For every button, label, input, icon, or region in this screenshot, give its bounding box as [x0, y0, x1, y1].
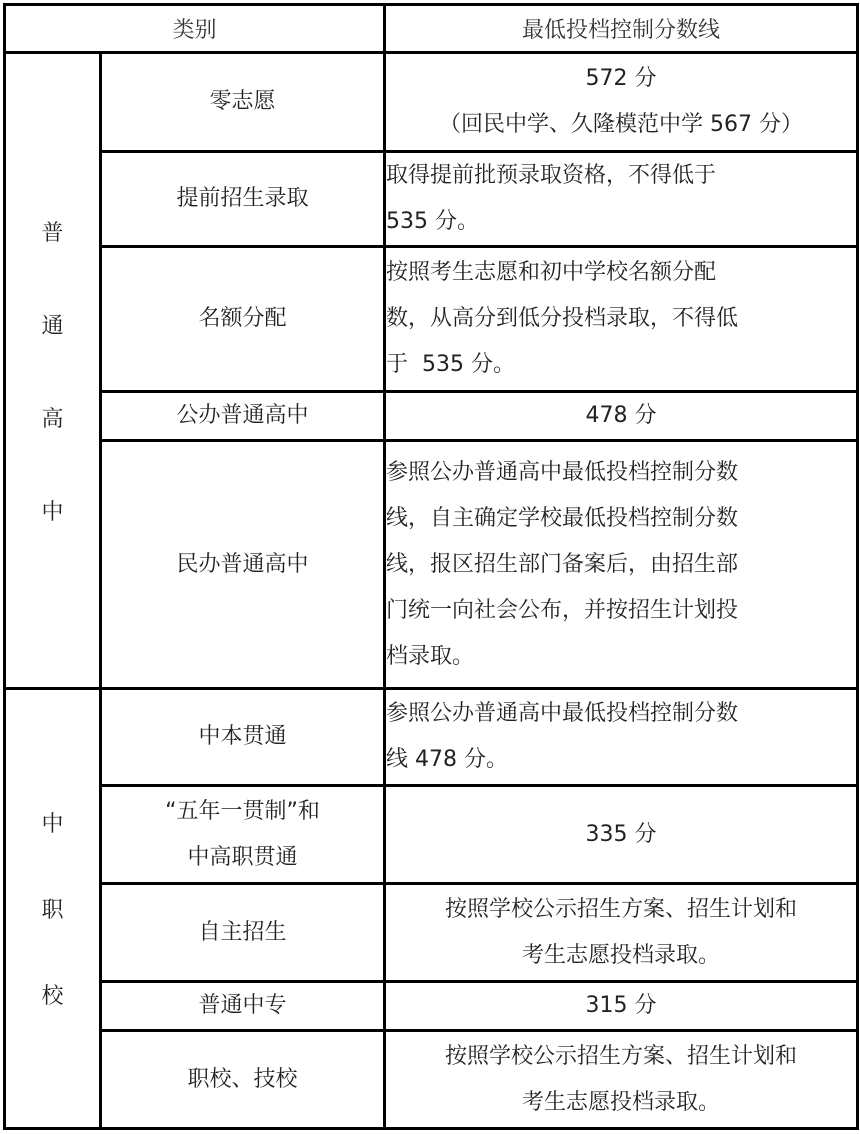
score-cell — [385, 441, 858, 689]
score-text: 按照学校公示招生方案、招生计划和 — [445, 896, 798, 922]
score-cell — [385, 689, 858, 786]
subcategory-cell — [101, 152, 385, 247]
subcategory-label: 提前招生录取 — [176, 186, 309, 211]
score-cell — [385, 786, 858, 884]
score-text: 参照公办普通高中最低投档控制分数 — [386, 701, 739, 726]
score-text: （回民中学、久隆模范中学 567 分） — [439, 112, 803, 137]
score-text: 门统一向社会公布，并按招生计划投 — [386, 597, 739, 623]
subcategory-label: 名额分配 — [198, 306, 287, 331]
score-text: 考生志愿投档录取。 — [522, 942, 721, 968]
score-text: 335 分 — [585, 821, 657, 847]
score-text: 按照学校公示招生方案、招生计划和 — [445, 1043, 798, 1069]
score-text: 参照公办普通高中最低投档控制分数 — [386, 459, 739, 485]
score-cell — [385, 247, 858, 392]
header-row — [5, 5, 858, 53]
score-cell — [385, 152, 858, 247]
table-row — [5, 53, 858, 152]
header-category: 类别 — [5, 5, 385, 53]
subcategory-cell — [101, 1031, 385, 1129]
score-cell — [385, 1031, 858, 1129]
subcategory-cell — [101, 247, 385, 392]
group-char: 职 — [41, 898, 64, 923]
subcategory-cell — [101, 786, 385, 884]
subcategory-cell — [101, 441, 385, 689]
group-char: 中 — [41, 812, 64, 837]
score-cell — [385, 53, 858, 152]
score-text: 考生志愿投档录取。 — [522, 1089, 721, 1115]
group-char: 普 — [41, 220, 64, 246]
score-text: 478 分 — [585, 403, 657, 428]
score-text: 535 分。 — [386, 209, 480, 234]
subcategory-label: 普通中专 — [198, 993, 287, 1018]
subcategory-label: “五年一贯制”和 — [165, 798, 320, 824]
score-cell — [385, 392, 858, 441]
subcategory-label: 民办普通高中 — [176, 551, 309, 577]
score-text: 取得提前批预录取资格，不得低于 — [386, 163, 717, 188]
subcategory-cell — [101, 982, 385, 1031]
table-row — [5, 441, 858, 689]
score-cell — [385, 884, 858, 982]
score-text: 于 535 分。 — [386, 352, 515, 377]
group-label-regular-high-school — [5, 53, 101, 689]
table-row — [5, 392, 858, 441]
header-min-score: 最低投档控制分数线 — [385, 5, 858, 53]
table-row — [5, 982, 858, 1031]
subcategory-label: 自主招生 — [198, 919, 287, 945]
table-row — [5, 689, 858, 786]
score-text: 线 478 分。 — [386, 747, 508, 772]
subcategory-cell — [101, 884, 385, 982]
table-row — [5, 152, 858, 247]
score-text: 线，自主确定学校最低投档控制分数 — [386, 505, 739, 531]
score-cell — [385, 982, 858, 1031]
group-char: 中 — [41, 499, 64, 525]
table-row — [5, 247, 858, 392]
score-text: 线，报区招生部门备案后，由招生部 — [386, 551, 739, 577]
admission-score-table — [3, 3, 859, 1130]
score-text: 315 分 — [585, 993, 657, 1018]
subcategory-label: 中本贯通 — [198, 724, 287, 749]
subcategory-label: 中高职贯通 — [187, 844, 298, 870]
subcategory-label: 公办普通高中 — [176, 403, 309, 428]
group-label-vocational-school — [5, 689, 101, 1129]
score-text: 数，从高分到低分投档录取，不得低 — [386, 306, 739, 331]
subcategory-label: 零志愿 — [209, 89, 276, 114]
subcategory-label: 职校、技校 — [187, 1066, 298, 1092]
table-row — [5, 786, 858, 884]
score-text: 572 分 — [585, 66, 657, 91]
subcategory-cell — [101, 689, 385, 786]
group-char: 通 — [41, 313, 64, 339]
score-text: 档录取。 — [386, 643, 475, 669]
table-row — [5, 1031, 858, 1129]
table-row — [5, 884, 858, 982]
group-char: 高 — [41, 406, 64, 432]
score-text: 按照考生志愿和初中学校名额分配 — [386, 260, 717, 285]
subcategory-cell — [101, 53, 385, 152]
group-char: 校 — [41, 984, 64, 1009]
subcategory-cell — [101, 392, 385, 441]
